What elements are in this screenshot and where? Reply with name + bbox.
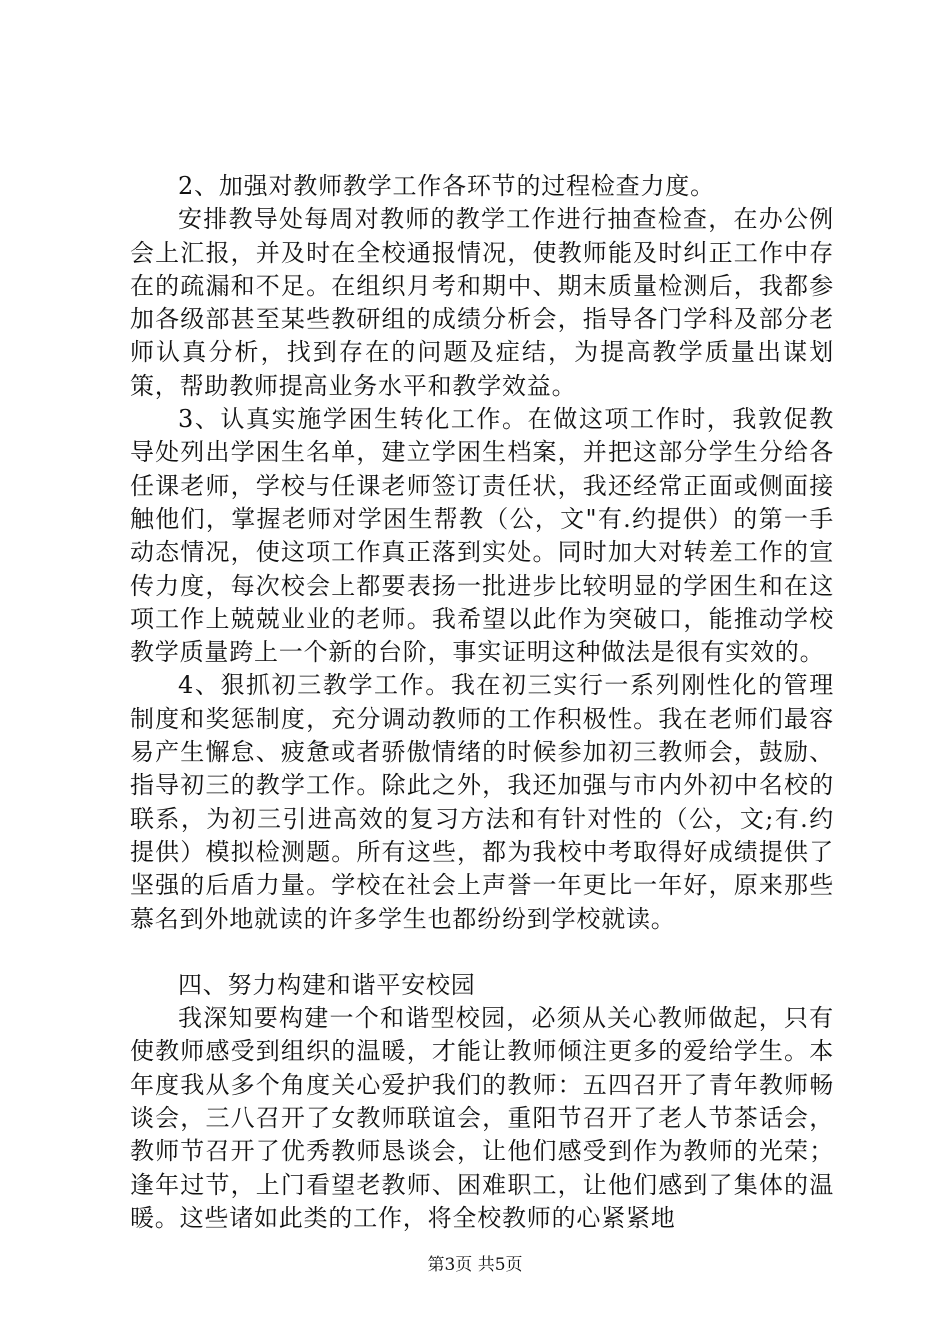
page-number-footer: 第3页 共5页 bbox=[427, 1255, 523, 1275]
paragraph-caring-teachers: 我深知要构建一个和谐型校园，必须从关心教师做起，只有使教师感受到组织的温暖，才能让教师倾注更多的爱给学生。本年度我从多个角度关心爱护我们的教师：五四召开了青年教师畅谈会，三八召开了女教师联谊会，重阳节召开了老人节茶话会，教师节召开了优秀教师恳谈会，让他们感受到作为教师的光荣；逢年过节，上门看望老教师、困难职工，让他们感到了集体的温暖。这些诸如此类的工作，将全校教师的心紧紧地 bbox=[130, 1004, 834, 1232]
paragraph-item-4-grade-nine: 4、狠抓初三教学工作。我在初三实行一系列刚性化的管理制度和奖惩制度，充分调动教师的工作积极性。我在老师们最容易产生懈怠、疲惫或者骄傲情绪的时候参加初三教师会，鼓励、指导初三的教学工作。除此之外，我还加强与市内外初中名校的联系，为初三引进高效的复习方法和有针对性的（公，文;有.约提供）模拟检测题。所有这些，都为我校中考取得好成绩提供了坚强的后盾力量。学校在社会上声誉一年更比一年好，原来那些慕名到外地就读的许多学生也都纷纷到学校就读。 bbox=[130, 671, 834, 933]
paragraph-item-3-struggling-students: 3、认真实施学困生转化工作。在做这项工作时，我敦促教导处列出学困生名单，建立学困生档案，并把这部分学生分给各任课老师，学校与任课老师签订责任状，我还经常正面或侧面接触他们，掌握老师对学困生帮教（公，文"有.约提供）的第一手动态情况，使这项工作真正落到实处。同时加大对转差工作的宣传力度，每次校会上都要表扬一批进步比较明显的学困生和在这项工作上兢兢业业的老师。我希望以此作为突破口，能推动学校教学质量跨上一个新的台阶，事实证明这种做法是很有实效的。 bbox=[130, 405, 834, 667]
document-body bbox=[130, 170, 834, 1235]
paragraph-inspection: 安排教导处每周对教师的教学工作进行抽查检查，在办公例会上汇报，并及时在全校通报情况，使教师能及时纠正工作中存在的疏漏和不足。在组织月考和期中、期末质量检测后，我都参加各级部甚至某些教研组的成绩分析会，指导各门学科及部分老师认真分析，找到存在的问题及症结，为提高教学质量出谋划策，帮助教师提高业务水平和教学效益。 bbox=[130, 205, 834, 400]
section-heading-harmonious-campus: 四、努力构建和谐平安校园 bbox=[178, 970, 476, 999]
paragraph-item-2-heading: 2、加强对教师教学工作各环节的过程检查力度。 bbox=[178, 172, 715, 200]
